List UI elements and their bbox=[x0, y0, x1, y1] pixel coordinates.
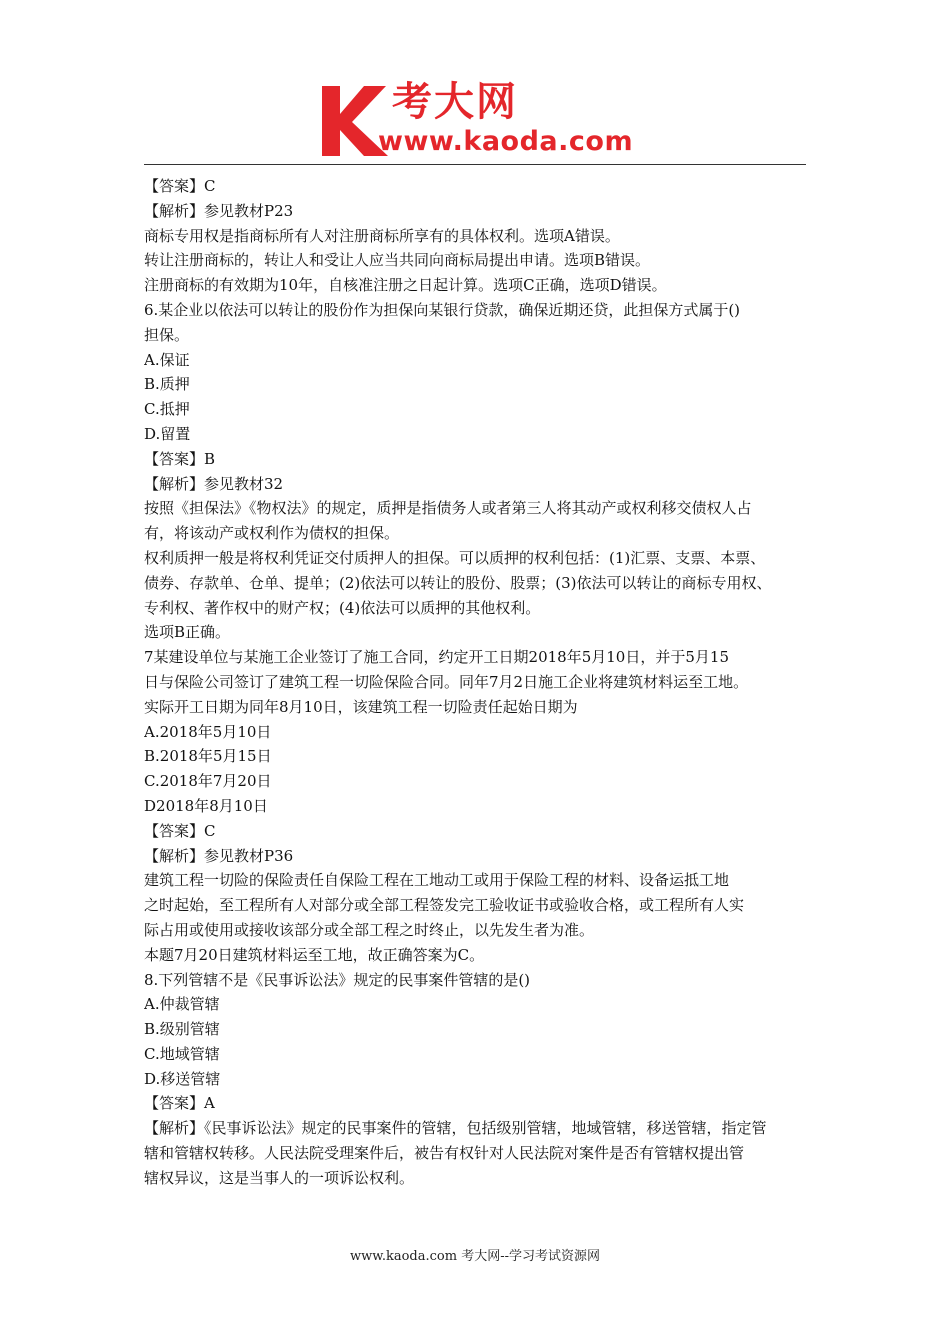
text-line: 【解析】参见教材P36 bbox=[144, 846, 294, 865]
text-line: 8.下列管辖不是《民事诉讼法》规定的民事案件管辖的是() bbox=[144, 970, 531, 989]
text-line: 7某建设单位与某施工企业签订了施工合同，约定开工日期2018年5月10日，并于5月15 bbox=[144, 648, 729, 667]
logo-url-text: www.kaoda.com bbox=[378, 126, 634, 157]
text-line: 转让注册商标的，转让人和受让人应当共同向商标局提出申请。选项B错误。 bbox=[144, 251, 651, 270]
text-line: 有，将该动产或权利作为债权的担保。 bbox=[144, 524, 400, 543]
text-line: D.移送管辖 bbox=[144, 1069, 221, 1088]
site-logo[interactable] bbox=[318, 78, 648, 162]
text-line: 本题7月20日建筑材料运至工地，故正确答案为C。 bbox=[144, 945, 485, 964]
logo-chinese-name: 考大网 bbox=[392, 79, 518, 125]
text-line: 6.某企业以依法可以转让的股份作为担保向某银行贷款，确保近期还贷，此担保方式属于() bbox=[144, 300, 741, 319]
page-footer: www.kaoda.com 考大网--学习考试资源网 bbox=[350, 1249, 600, 1264]
text-line: 选项B正确。 bbox=[144, 623, 231, 642]
text-line: 权利质押一般是将权利凭证交付质押人的担保。可以质押的权利包括：(1)汇票、支票、本票、 bbox=[144, 548, 766, 567]
text-line: 【答案】C bbox=[144, 821, 216, 840]
text-line: 辖和管辖权转移。人民法院受理案件后，被告有权针对人民法院对案件是否有管辖权提出管 bbox=[144, 1144, 745, 1163]
text-line: 【解析】参见教材P23 bbox=[144, 201, 294, 220]
text-line: C.抵押 bbox=[144, 400, 190, 419]
text-line: 建筑工程一切险的保险责任自保险工程在工地动工或用于保险工程的材料、设备运抵工地 bbox=[144, 871, 730, 890]
text-line: A.2018年5月10日 bbox=[144, 722, 272, 741]
text-line: 商标专用权是指商标所有人对注册商标所享有的具体权利。选项A错误。 bbox=[144, 226, 620, 245]
text-line: 担保。 bbox=[144, 325, 190, 344]
text-line: 按照《担保法》《物权法》的规定，质押是指债务人或者第三人将其动产或权利移交债权人占 bbox=[144, 499, 752, 518]
text-line: 【答案】B bbox=[144, 449, 216, 468]
text-line: B.质押 bbox=[144, 375, 190, 394]
text-line: 实际开工日期为同年8月10日，该建筑工程一切险责任起始日期为 bbox=[144, 697, 578, 716]
text-line: A.保证 bbox=[144, 350, 190, 369]
text-line: 【答案】C bbox=[144, 177, 216, 195]
document-body bbox=[144, 174, 810, 1191]
text-line: B.级别管辖 bbox=[144, 1020, 220, 1039]
text-line: 日与保险公司签订了建筑工程一切险保险合同。同年7月2日施工企业将建筑材料运至工地。 bbox=[144, 672, 749, 691]
text-line: C.2018年7月20日 bbox=[144, 772, 272, 791]
text-line: C.地域管辖 bbox=[144, 1044, 220, 1063]
text-line: 辖权异议，这是当事人的一项诉讼权利。 bbox=[144, 1168, 415, 1187]
text-line: B.2018年5月15日 bbox=[144, 747, 272, 766]
text-line: 【解析】《民事诉讼法》规定的民事案件的管辖，包括级别管辖，地域管辖，移送管辖，指定管 bbox=[144, 1119, 767, 1138]
text-line: D.留置 bbox=[144, 424, 191, 443]
text-line: A.仲裁管辖 bbox=[144, 995, 220, 1014]
text-line: 【答案】A bbox=[144, 1094, 215, 1113]
text-line: D2018年8月10日 bbox=[144, 796, 268, 815]
text-line: 之时起始，至工程所有人对部分或全部工程签发完工验收证书或验收合格，或工程所有人实 bbox=[144, 896, 745, 915]
text-line: 专利权、著作权中的财产权；(4)依法可以质押的其他权利。 bbox=[144, 598, 541, 617]
text-line: 注册商标的有效期为10年，自核准注册之日起计算。选项C正确，选项D错误。 bbox=[144, 276, 667, 295]
header-divider bbox=[144, 164, 806, 165]
text-line: 债券、存款单、仓单、提单；(2)依法可以转让的股份、股票；(3)依法可以转让的商标专用权、 bbox=[144, 573, 772, 592]
text-line: 【解析】参见教材32 bbox=[144, 474, 284, 493]
text-line: 际占用或使用或接收该部分或全部工程之时终止，以先发生者为准。 bbox=[144, 920, 595, 939]
